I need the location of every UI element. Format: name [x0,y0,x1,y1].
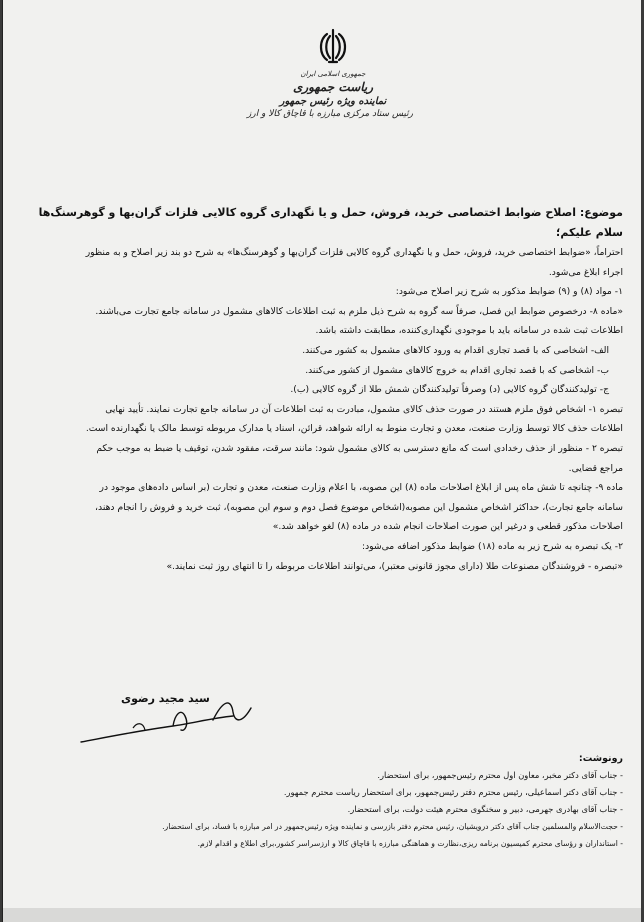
cc-title: رونوشت: [578,753,623,764]
header-presidency: ریاست جمهوری [292,80,374,94]
article-9-line: ماده ۹- چنانچه تا شش ماه پس از ابلاغ اصلاحات ماده (۸) این مصوبه، با اعلام وزارت صنعت، معدن و تجارت (بر اساس داده‌های موجود در [99,482,623,494]
header-headquarters: رئیس ستاد مرکزی مبارزه با قاچاق کالا و ارز [247,109,413,119]
body-line: اطلاعات حذف کالا توسط وزارت صنعت، معدن و تجارت منوط به ارائه شواهد، قرائن، اسناد یا مدارک مربوطه توسط مالک یا نگهدارنده است. [85,423,623,435]
note-1-line: تبصره ۱- اشخاص فوق ملزم هستند در صورت حذف کالای مشمول، مبادرت به ثبت اطلاعات آن در سامانه جامع تجارت نمایند. تأیید نهایی [105,403,623,415]
clause-alef: الف- اشخاصی که با قصد تجاری اقدام به ورود کالاهای مشمول به کشور می‌کنند. [302,344,609,356]
clause-be: ب- اشخاصی که با قصد تجاری اقدام به خروج کالاهای مشمول از کشور می‌کنند. [305,364,609,376]
body-line: اطلاعات ثبت شده در سامانه باید با موجودی نگهداری‌کننده، مطابقت داشته باشد. [315,325,623,337]
letterhead [247,26,413,119]
clause-jim: ج- تولیدکنندگان گروه کالایی (د) وصرفاً تولیدکنندگان شمش طلا از گروه کالایی (ب). [290,384,609,396]
body-line: ۱- مواد (۸) و (۹) ضوابط مذکور به شرح زیر اصلاح می‌شود: [395,286,623,298]
body-line: اصلاحات مذکور قطعی و درغیر این صورت اصلاحات انجام شده در ماده (۸) لغو خواهد شد.» [272,521,623,533]
cc-list [19,750,623,852]
body-line: اجراء ابلاغ می‌شود. [548,266,623,278]
greeting: سلام علیکم؛ [556,226,623,239]
iran-emblem-icon [313,26,353,66]
letter-page [2,0,641,922]
body-line: سامانه جامع تجارت)، حداکثر اشخاص مشمول این مصوبه(اشخاص موضوع فصل دوم و سوم این مصوبه)، ثبت خرید و فروش را انجام دهند، [95,501,623,513]
header-representative: نماینده ویژه رئیس جمهور [279,96,387,107]
handwritten-signature [73,678,273,758]
page-bottom-edge [3,908,641,922]
body-line: احتراماً، «ضوابط اختصاصی خرید، فروش، حمل و یا نگهداری گروه کالایی فلزات گران‌بها و گوهرسنگ‌ها» به شرح دو بند زیر اصلاح و به منظور [85,247,623,258]
cc-item: - استانداران و رؤسای محترم کمیسیون برنامه ریزی،نظارت و هماهنگی مبارزه با قاچاق کالا و ارزسراسر کشور،برای اطلاع و اقدام لازم. [197,839,623,848]
cc-item: - جناب آقای بهادری جهرمی، دبیر و سخنگوی محترم هیئت دولت، برای استحضار. [347,804,623,814]
body-line: مراجع قضایی. [568,462,623,474]
cc-item: - جناب آقای دکتر اسماعیلی، رئیس محترم دفتر رئیس‌جمهور، برای استحضار ریاست محترم جمهور. [283,787,623,797]
cc-item: - جناب آقای دکتر مخبر، معاون اول محترم رئیس‌جمهور، برای استحضار. [377,770,623,780]
body-line: ۲- یک تبصره به شرح زیر به ماده (۱۸) ضوابط مذکور اضافه می‌شود: [361,540,623,552]
note-line: «تبصره - فروشندگان مصنوعات طلا (دارای مجوز قانونی معتبر)، می‌توانند اطلاعات مربوطه را تا انتهای روز ثبت نمایند.» [166,560,623,572]
signatory-name: سید مجید رضوی [121,692,210,705]
cc-item: - حجت‌الاسلام والمسلمین جناب آقای دکتر درویشیان، رئیس محترم دفتر بازرسی و نماینده ویژه رئیس‌جمهور در امر مبارزه با فساد، برای استحضار. [162,822,623,831]
note-2-line: تبصره ۲ - منظور از حذف رخدادی است که مانع دسترسی به کالای مشمول شود: مانند سرقت، مفقود شدن، توقیف یا ضبط به موجب حکم [96,442,623,454]
subject-line: موضوع: اصلاح ضوابط اختصاصی خرید، فروش، حمل و یا نگهداری گروه کالایی فلزات گران‌بها و گوهرسنگ‌ها [38,206,623,219]
header-country: جمهوری اسلامی ایران [300,70,366,78]
letter-body [33,203,623,576]
article-8-line: «ماده ۸- درخصوص ضوابط این فصل، صرفاً سه گروه به شرح ذیل ملزم به ثبت اطلاعات کالاهای مشمول در سامانه جامع تجارت می‌باشند. [95,305,623,317]
